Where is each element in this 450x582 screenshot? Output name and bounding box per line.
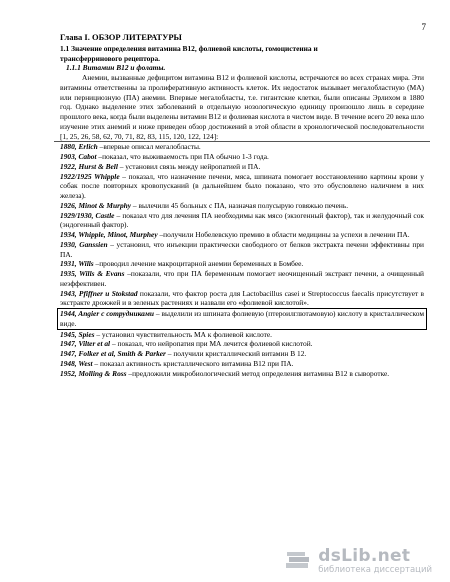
section-title-line1: 1.1 Значение определения витамина В12, фолиевой кислоты, гомоцистеина и (60, 43, 318, 53)
chronology-entry (60, 269, 424, 289)
chronology-entry (60, 349, 424, 359)
entry-text: – установил, что инъекции практически свободного от белков экстракта печени эффективны при ПА. (60, 239, 424, 259)
entry-text: –впервые описал мегалобласты. (97, 142, 201, 152)
entry-author: 1945, Spies (60, 329, 95, 339)
document-body (60, 33, 424, 378)
subsection-title: 1.1.1 Витамин В12 и фолаты. (66, 63, 166, 73)
chronology-entry (60, 240, 424, 260)
entry-text: – установил связь между нейропатией и ПА. (117, 161, 261, 171)
entry-author: 1903, Cabot (60, 152, 97, 161)
chapter-title: Глава I. ОБЗОР ЛИТЕРАТУРЫ (60, 32, 182, 42)
entry-author: 1935, Wills & Evans (60, 269, 125, 278)
chronology-entry (60, 230, 424, 240)
chronology-entry (60, 142, 424, 152)
entry-text: –показал, что выживаемость при ПА обычно 1-3 года. (96, 152, 269, 161)
chronology-entry (60, 259, 424, 269)
entry-text: –предложили микробиологический метод определения витамина В12 в сыворотке. (126, 368, 390, 378)
chronology-entry (60, 339, 424, 349)
entry-text: –получили Нобелевскую премию в области медицины за успехи в лечении ПА. (157, 230, 410, 239)
chronology-entry (60, 172, 424, 201)
section-title-line2: трансферринового рецептора. (60, 53, 161, 63)
intro-paragraph: Анемии, вызванные дефицитом витамина В12 и фолиевой кислоты, встречаются во всех странах мира. Эти витамины ответственны за пролиферативную активность клеток. Их недостаток вызывает мегалобластную (МА) или пернициозную (ПА) анемии. Впервые мегалобласты, т.е. гигантские клетки, были описаны Эрлихом в 1880 год. Однако выделение этих заболеваний в отдельную нозологическую единицу произошло лишь в середине прошлого века, когда были выделены витамин В12 и фолиевая кислота в чистом виде. В течение всего 20 века шло изучение этих анемий и ниже приведен обзор достижений в этой области в хронологической последовательности [1, 25, 26, 58, 62, 70, 71, 82, 83, 115, 120, 122, 124]: (60, 73, 424, 141)
entry-text: – показал активность кристаллического витамина В12 при ПА. (92, 358, 294, 368)
entry-author: 1944, Angier с сотрудниками (60, 309, 155, 318)
entry-text: показали, что фактор роста для Lactobacillus casei и Streptococcus faecalis присутствует в экстракте дрожжей и в зеленых растениях и назвали его «фолиевой кислотой». (60, 288, 424, 308)
entry-author: 1929/1930, Castle (60, 210, 115, 220)
entry-text: – показал, что назначение печени, мяса, шпината помогает восстановлению картины крови у собак после повторных кровопусканий (в дальнейшем было показано, что это обусловлено наличием в них железа). (60, 171, 424, 200)
entry-text: – установил чувствительность МА к фолиевой кислоте. (94, 329, 272, 339)
page-number: 7 (421, 22, 426, 32)
entry-author: 1948, West (60, 358, 93, 368)
entry-text: – показал что для лечения ПА необходимы как мясо (экзогенный фактор), так и желудочный сок (эндогенный фактор). (60, 210, 424, 230)
watermark-logo: dsLib.net (318, 545, 411, 566)
chronology-entry (60, 152, 424, 162)
entry-author: 1922/1925 Whipple (60, 171, 120, 181)
watermark-subtitle: библиотека диссертаций (318, 564, 432, 575)
chronology-entry (60, 330, 424, 340)
chronology-entry (60, 201, 424, 211)
chronology-entry (60, 369, 424, 379)
entry-text: –показали, что при ПА беременным помогает неочищенный экстракт печени, а очищенный неэффективен. (60, 269, 424, 288)
entry-author: 1947, Folker et al, Smith & Parker (60, 349, 166, 358)
chronology-entry (60, 211, 424, 231)
watermark (284, 545, 432, 575)
chronology-list (60, 142, 424, 378)
entry-author: 1931, Wills (60, 259, 94, 269)
chronology-entry (57, 308, 427, 330)
chronology-entry (60, 359, 424, 369)
entry-author: 1943, Pfiffner и Stokstad (60, 288, 138, 298)
chronology-entry (60, 162, 424, 172)
entry-author: 1880, Erlich (60, 142, 98, 152)
entry-author: 1952, Molling & Ross (60, 368, 127, 378)
entry-author: 1934, Whipple, Minot, Murphey (60, 230, 158, 239)
entry-author: 1922, Hurst & Bell (60, 161, 118, 171)
entry-author: 1930, Ganssien (60, 239, 108, 249)
entry-text: – показал, что нейропатия при МА лечится фолиевой кислотой. (110, 339, 313, 349)
entry-author: 1947, Vilter et al (60, 339, 111, 349)
book-stack-icon (284, 550, 314, 572)
entry-text: – выделили из шпината фолиевую (птероилглютамовую) кислоту в кристаллическом виде. (60, 309, 424, 328)
chronology-entry (60, 289, 424, 309)
entry-text: – получили кристаллический витамин В 12. (165, 349, 307, 358)
entry-author: 1926, Minot & Murphy (60, 200, 132, 210)
entry-text: – вылечили 45 больных с ПА, назначая полусырую говяжью печень. (131, 200, 349, 210)
entry-text: –проводил лечение макроцитарной анемии беременных в Бомбее. (93, 259, 304, 269)
